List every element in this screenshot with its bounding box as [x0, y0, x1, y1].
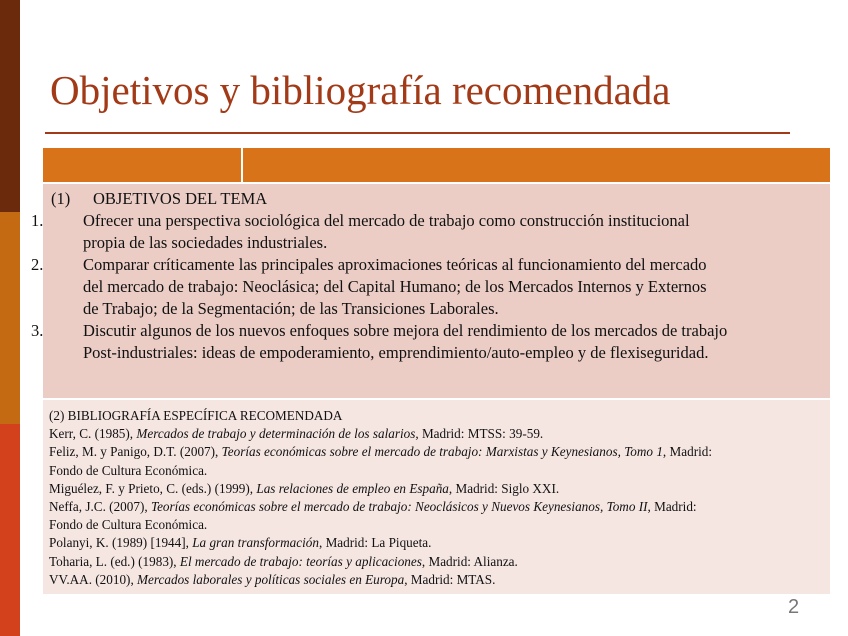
objectives-section	[31, 182, 830, 398]
entry-title: La gran transformación	[192, 535, 319, 551]
entry-title: Mercados laborales y políticas sociales en Europa	[137, 571, 405, 587]
objective-item	[31, 210, 830, 254]
bibliography-heading: (2) BIBLIOGRAFÍA ESPECÍFICA RECOMENDADA	[49, 408, 343, 423]
entry-title: Las relaciones de empleo en España	[256, 480, 449, 496]
bibliography-entry	[49, 425, 822, 443]
objective-text	[83, 254, 830, 320]
bibliography-entry	[49, 571, 822, 589]
objective-text	[83, 320, 830, 364]
entry-author: Kerr, C. (1985),	[49, 426, 137, 442]
entry-publisher: , Madrid:	[662, 444, 713, 460]
objective-number: 1.	[31, 211, 44, 230]
bibliography-entry	[49, 443, 822, 461]
entry-publisher: , Madrid: MTSS: 39-59.	[415, 426, 544, 442]
page-number: 2	[788, 596, 800, 618]
side-accent-bar-bottom	[0, 424, 20, 636]
objectives-heading-number: (1)	[51, 189, 71, 208]
slide-title: Objetivos y bibliografía recomendada	[50, 67, 671, 113]
side-accent-bar-top	[0, 0, 20, 212]
objective-text	[83, 210, 830, 254]
table-header-cell	[43, 148, 243, 182]
table-header-row	[43, 148, 830, 182]
entry-author: Neffa, J.C. (2007),	[49, 499, 151, 515]
entry-publisher: , Madrid: MTAS.	[404, 571, 496, 587]
entry-title: Mercados de trabajo y determinación de los salarios	[136, 426, 416, 442]
objectives-heading	[43, 188, 830, 210]
entry-author: Toharia, L. (ed.) (1983),	[49, 553, 180, 569]
bibliography-entry-continuation: Fondo de Cultura Económica.	[49, 517, 208, 533]
entry-title: Teorías económicas sobre el mercado de trabajo: Marxistas y Keynesianos, Tomo 1	[221, 444, 663, 460]
entry-publisher: , Madrid:	[647, 499, 697, 515]
entry-title: El mercado de trabajo: teorías y aplicaciones	[179, 553, 422, 569]
entry-publisher: , Madrid: La Piqueta.	[318, 535, 432, 551]
objective-number: 3.	[31, 321, 44, 340]
table-header-cell	[243, 148, 830, 182]
bibliography-entry	[49, 553, 822, 571]
entry-publisher: , Madrid: Alianza.	[421, 553, 518, 569]
objective-line: Comparar críticamente las principales aproximaciones teóricas al funcionamiento del mercado	[83, 255, 707, 274]
objective-number: 2.	[31, 255, 44, 274]
bibliography-entry	[49, 534, 822, 552]
bibliography-entry	[49, 480, 822, 498]
entry-publisher: , Madrid: Siglo XXI.	[448, 480, 560, 496]
entry-author: VV.AA. (2010),	[49, 571, 138, 587]
bibliography-section	[43, 398, 830, 594]
side-accent-bar-middle	[0, 212, 20, 424]
objective-line: propia de las sociedades industriales.	[83, 233, 328, 252]
objective-item	[31, 320, 830, 364]
objectives-heading-text: OBJETIVOS DEL TEMA	[93, 189, 268, 208]
objective-item	[31, 254, 830, 320]
entry-author: Feliz, M. y Panigo, D.T. (2007),	[49, 444, 222, 460]
entry-title: Teorías económicas sobre el mercado de trabajo: Neoclásicos y Nuevos Keynesianos, Tomo II	[150, 499, 648, 515]
bibliography-entry-continuation: Fondo de Cultura Económica.	[49, 462, 208, 478]
objective-line: Discutir algunos de los nuevos enfoques sobre mejora del rendimiento de los mercados de trabajo	[83, 321, 728, 340]
entry-author: Miguélez, F. y Prieto, C. (eds.) (1999),	[49, 480, 257, 496]
objective-line: del mercado de trabajo: Neoclásica; del Capital Humano; de los Mercados Internos y Externos	[83, 277, 707, 296]
objective-line: de Trabajo; de la Segmentación; de las Transiciones Laborales.	[83, 299, 499, 318]
objective-line: Ofrecer una perspectiva sociológica del mercado de trabajo como construcción institucional	[83, 211, 690, 230]
title-underline	[45, 132, 790, 134]
entry-author: Polanyi, K. (1989) [1944],	[49, 535, 193, 551]
objective-line: Post-industriales: ideas de empoderamiento, emprendimiento/auto-empleo y de flexiseguridad.	[83, 343, 709, 362]
bibliography-entry	[49, 498, 822, 516]
content-table	[31, 148, 830, 594]
